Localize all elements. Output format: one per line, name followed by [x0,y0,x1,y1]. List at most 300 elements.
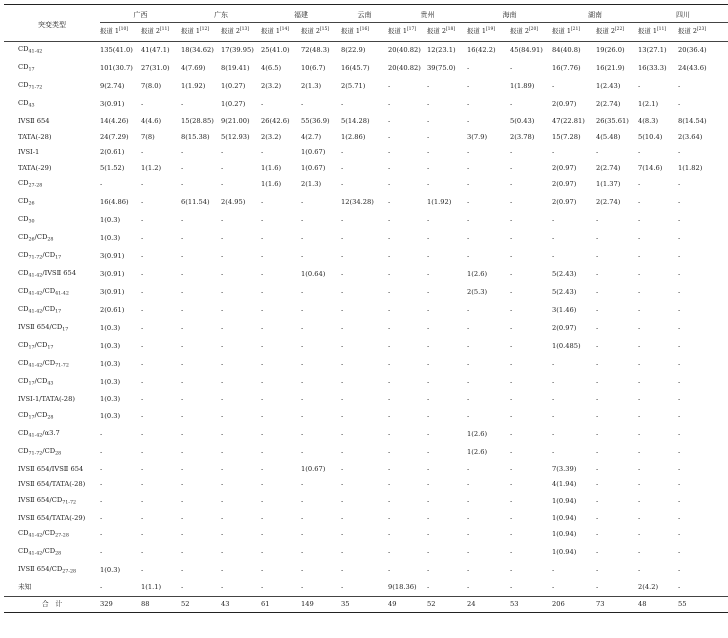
value-cell: 1(0.3) [100,234,121,243]
value-cell: - [261,378,264,387]
value-cell: - [221,496,224,505]
mutation-type-cell: $CD_{17}/CD_{17}$ [18,341,54,351]
value-cell: - [261,411,264,420]
value-cell: - [100,496,103,505]
value-cell: - [261,447,264,456]
value-cell: - [301,216,304,225]
value-cell: - [221,464,224,473]
table-row [4,145,728,161]
value-cell: - [427,360,430,369]
table-row [4,161,728,177]
value-cell: - [301,342,304,351]
value-cell: 1(2.6) [467,429,488,438]
value-cell: - [510,252,513,261]
value-cell: - [678,198,681,207]
value-cell: - [678,148,681,156]
mutation-type-cell: IVSⅡ 654 [18,117,50,125]
value-cell: - [678,378,681,387]
value-cell: - [261,360,264,369]
value-cell: - [638,513,641,522]
value-cell: - [301,530,304,539]
value-cell: - [181,411,184,420]
value-cell: - [221,342,224,351]
report-column-header: 报道 1[12] [181,23,221,42]
value-cell: 3(1.46) [552,306,577,315]
table-row [4,526,728,544]
value-cell: 1(0.64) [301,270,326,279]
value-cell: - [552,411,555,420]
value-cell: - [221,378,224,387]
value-cell: 1(1.6) [261,180,282,189]
value-cell: 4(5.48) [596,132,621,141]
value-cell: - [510,270,513,279]
value-cell: - [596,216,599,225]
value-cell: - [261,198,264,207]
value-cell: - [638,216,641,225]
value-cell: - [510,530,513,539]
value-cell: - [341,306,344,315]
value-cell: - [427,378,430,387]
table-row [4,114,728,130]
value-cell: 4(7.69) [181,64,206,73]
value-cell: - [181,360,184,369]
value-cell: - [388,548,391,557]
value-cell: - [388,324,391,333]
value-cell: - [427,496,430,505]
value-cell: - [141,447,144,456]
mutation-type-cell: $CD_{27-28}$ [18,179,43,189]
value-cell: 2(0.97) [552,180,577,189]
value-cell: 1(0.67) [301,464,326,473]
value-cell: - [427,180,430,189]
value-cell: - [181,395,184,403]
value-cell: - [552,378,555,387]
value-cell: - [261,566,264,575]
mutation-type-cell: $CD_{17}/CD_{28}$ [18,410,54,420]
value-cell: 16(4.86) [100,198,129,207]
table-body [4,42,728,613]
value-cell: - [301,583,304,591]
value-cell: - [341,270,344,279]
total-value-cell: 35 [341,596,388,613]
value-cell: 2(4.2) [638,583,659,591]
value-cell: - [341,583,344,591]
value-cell: - [510,324,513,333]
value-cell: - [596,566,599,575]
value-cell: 6(11.54) [181,198,210,207]
value-cell: - [100,447,103,456]
value-cell: 2(2.74) [596,100,621,109]
mutation-type-cell: $CD_{41-42}/CD_{71-72}$ [18,359,69,369]
value-cell: 8(19.41) [221,64,250,73]
value-cell: - [467,530,470,539]
value-cell: - [301,252,304,261]
value-cell: 101(30.7) [100,64,133,73]
value-cell: - [467,496,470,505]
value-cell: 9(18.36) [388,583,417,591]
value-cell: - [510,360,513,369]
value-cell: - [141,100,144,109]
value-cell: - [388,378,391,387]
value-cell: - [427,100,430,109]
value-cell: - [388,360,391,369]
value-cell: - [141,395,144,403]
table-row [4,356,728,374]
mutation-type-cell: $CD_{71-72}/CD_{17}$ [18,251,62,261]
value-cell: - [221,429,224,438]
province-header: 福建 [261,5,341,23]
total-value-cell: 206 [552,596,596,613]
value-cell: - [678,411,681,420]
value-cell: - [388,132,391,141]
table-row [4,580,728,596]
mutation-type-cell: $CD_{43}$ [18,99,35,109]
value-cell: - [596,464,599,473]
mutation-type-cell: 未知 [18,583,32,591]
value-cell: - [638,530,641,539]
table-row [4,302,728,320]
value-cell: - [141,270,144,279]
value-cell: - [141,411,144,420]
value-cell: - [638,548,641,557]
value-cell: - [467,163,470,172]
total-value-cell: 43 [221,596,261,613]
value-cell: - [388,513,391,522]
value-cell: - [141,216,144,225]
value-cell: - [427,342,430,351]
mutation-type-cell: IVSⅡ 654/IVSⅡ 654 [18,464,84,473]
value-cell: - [596,395,599,403]
value-cell: - [388,270,391,279]
value-cell: 17(39.95) [221,46,254,55]
value-cell: - [467,148,470,156]
value-cell: - [341,566,344,575]
value-cell: - [596,548,599,557]
value-cell: - [141,548,144,557]
value-cell: 19(26.0) [596,46,625,55]
mutation-type-cell: IVSⅠ-1/TATA(-28) [18,395,75,403]
value-cell: 26(42.6) [261,117,290,125]
value-cell: 25(41.0) [261,46,290,55]
value-cell: - [141,496,144,505]
value-cell: - [388,82,391,91]
value-cell: - [678,234,681,243]
value-cell: 1(0.94) [552,496,577,505]
value-cell: 24(7.29) [100,132,129,141]
mutation-type-cell: TATA(-28) [18,132,52,141]
value-cell: - [552,447,555,456]
value-cell: 9(21.00) [221,117,250,125]
value-cell: 1(1.37) [596,180,621,189]
value-cell: 8(14.54) [678,117,707,125]
value-cell: 4(8.3) [638,117,659,125]
table-row [4,42,728,61]
value-cell: 3(0.91) [100,270,125,279]
report-column-header: 报道 1[10] [100,23,141,42]
value-cell: - [181,342,184,351]
value-cell: - [221,447,224,456]
value-cell: 7(8) [141,132,155,141]
value-cell: - [221,234,224,243]
value-cell: 2(0.61) [100,148,125,156]
table-row [4,444,728,462]
report-column-header: 报道 2[20] [510,23,552,42]
table-row [4,426,728,444]
value-cell: - [301,429,304,438]
value-cell: - [638,234,641,243]
value-cell: 1(0.3) [100,324,121,333]
table-row [4,562,728,580]
value-cell: 1(1.89) [510,82,535,91]
value-cell: 13(27.1) [638,46,667,55]
value-cell: - [678,548,681,557]
value-cell: 4(1.94) [552,480,577,488]
value-cell: - [388,288,391,297]
value-cell: 5(10.4) [638,132,663,141]
value-cell: 84(40.8) [552,46,581,55]
value-cell: - [341,216,344,225]
value-cell: - [221,513,224,522]
value-cell: 2(0.97) [552,163,577,172]
value-cell: - [341,378,344,387]
value-cell: - [467,82,470,91]
value-cell: 1(0.3) [100,360,121,369]
value-cell: - [388,530,391,539]
value-cell: - [596,324,599,333]
report-column-header: 报道 1[11] [638,23,678,42]
value-cell: - [221,530,224,539]
value-cell: 1(1.6) [261,163,282,172]
value-cell: 1(2.6) [467,447,488,456]
value-cell: - [141,530,144,539]
value-cell: 5(1.52) [100,163,125,172]
value-cell: - [596,513,599,522]
value-cell: 1(0.3) [100,216,121,225]
value-cell: - [221,180,224,189]
value-cell: - [678,288,681,297]
value-cell: 5(2.43) [552,270,577,279]
total-row [4,596,728,613]
value-cell: - [596,411,599,420]
value-cell: - [181,288,184,297]
value-cell: - [678,480,681,488]
value-cell: - [467,378,470,387]
value-cell: - [221,148,224,156]
value-cell: - [301,360,304,369]
report-column-header: 报道 2[13] [221,23,261,42]
mutation-type-cell: IVSⅠ-1 [18,148,40,156]
value-cell: - [221,270,224,279]
value-cell: 1(0.3) [100,378,121,387]
value-cell: - [638,270,641,279]
total-value-cell: 48 [638,596,678,613]
value-cell: - [341,100,344,109]
total-value-cell: 24 [467,596,510,613]
value-cell: - [301,447,304,456]
value-cell: - [181,566,184,575]
value-cell: - [638,464,641,473]
value-cell: - [301,548,304,557]
value-cell: - [427,148,430,156]
report-column-header: 报道 2[23] [678,23,728,42]
table-row [4,230,728,248]
value-cell: - [301,378,304,387]
value-cell: 1(2.1) [638,100,659,109]
value-cell: 24(43.6) [678,64,707,73]
report-column-header: 报道 2[11] [141,23,181,42]
value-cell: - [261,496,264,505]
value-cell: 1(0.3) [100,342,121,351]
value-cell: - [596,306,599,315]
table-row [4,320,728,338]
mutation-type-cell: $CD_{71-72}$ [18,81,43,91]
value-cell: - [510,566,513,575]
value-cell: - [341,480,344,488]
value-cell: 3(0.91) [100,100,125,109]
value-cell: - [100,583,103,591]
total-value-cell: 329 [100,596,141,613]
value-cell: - [510,395,513,403]
value-cell: - [678,216,681,225]
mutation-type-cell: $CD_{41-42}/CD_{41-42}$ [18,287,69,297]
value-cell: - [261,148,264,156]
value-cell: 8(22.9) [341,46,366,55]
value-cell: 16(21.9) [596,64,625,73]
value-cell: - [301,496,304,505]
value-cell: - [427,132,430,141]
value-cell: - [427,306,430,315]
value-cell: - [510,288,513,297]
total-value-cell: 73 [596,596,638,613]
table-row [4,96,728,114]
value-cell: - [638,566,641,575]
value-cell: - [261,548,264,557]
value-cell: - [341,513,344,522]
report-column-header: 报道 1[17] [388,23,427,42]
mutation-type-cell: IVSⅡ 654/TATA(-28) [18,480,86,488]
value-cell: 1(2.86) [341,132,366,141]
value-cell: - [552,252,555,261]
value-cell: - [181,496,184,505]
value-cell: 16(33.3) [638,64,667,73]
value-cell: 10(6.7) [301,64,326,73]
value-cell: - [638,252,641,261]
value-cell: - [141,324,144,333]
value-cell: - [427,411,430,420]
value-cell: - [221,411,224,420]
value-cell: - [341,429,344,438]
value-cell: 2(3.2) [261,82,282,91]
value-cell: - [427,447,430,456]
value-cell: 1(0.3) [100,411,121,420]
province-header: 湖南 [552,5,638,23]
value-cell: 2(5.71) [341,82,366,91]
value-cell: 18(34.62) [181,46,214,55]
value-cell: - [427,583,430,591]
value-cell: - [467,395,470,403]
total-value-cell: 52 [427,596,467,613]
value-cell: - [427,82,430,91]
value-cell: - [638,395,641,403]
value-cell: - [510,342,513,351]
value-cell: 3(0.91) [100,252,125,261]
value-cell: - [427,429,430,438]
value-cell: - [261,306,264,315]
value-cell: - [388,395,391,403]
value-cell: - [221,163,224,172]
value-cell: 2(3.78) [510,132,535,141]
value-cell: - [510,198,513,207]
value-cell: - [261,513,264,522]
value-cell: - [596,480,599,488]
total-label: 合 计 [4,596,100,613]
value-cell: - [388,180,391,189]
total-value-cell: 55 [678,596,728,613]
value-cell: 2(0.97) [552,324,577,333]
table-row [4,212,728,230]
value-cell: - [141,360,144,369]
value-cell: - [678,252,681,261]
value-cell: - [510,411,513,420]
value-cell: - [388,252,391,261]
value-cell: - [552,566,555,575]
value-cell: - [552,360,555,369]
table-row [4,194,728,212]
province-header: 四川 [638,5,728,23]
value-cell: - [467,411,470,420]
value-cell: - [141,464,144,473]
value-cell: - [181,324,184,333]
value-cell: - [678,464,681,473]
value-cell: - [596,342,599,351]
value-cell: - [678,395,681,403]
value-cell: - [678,82,681,91]
value-cell: - [341,395,344,403]
value-cell: - [141,180,144,189]
report-header-row [4,23,728,42]
mutation-type-cell: $CD_{41-42}/CD_{28}$ [18,547,62,557]
value-cell: - [467,306,470,315]
report-column-header: 报道 1[21] [552,23,596,42]
value-cell: - [221,360,224,369]
value-cell: 7(14.6) [638,163,663,172]
value-cell: - [100,513,103,522]
value-cell: - [341,148,344,156]
value-cell: 1(2.43) [596,82,621,91]
value-cell: - [141,513,144,522]
mutation-type-cell: $CD_{41-42}/CD_{17}$ [18,305,62,315]
value-cell: - [141,234,144,243]
value-cell: - [341,411,344,420]
value-cell: - [638,429,641,438]
mutation-type-cell: $CD_{71-72}/CD_{28}$ [18,446,62,456]
value-cell: - [596,378,599,387]
value-cell: - [341,342,344,351]
value-cell: - [341,252,344,261]
value-cell: - [510,216,513,225]
value-cell: - [388,117,391,125]
value-cell: - [141,429,144,438]
table-row [4,493,728,511]
value-cell: - [141,198,144,207]
value-cell: - [301,324,304,333]
total-value-cell: 52 [181,596,221,613]
value-cell: - [552,583,555,591]
value-cell: - [261,342,264,351]
value-cell: - [638,360,641,369]
value-cell: - [427,464,430,473]
value-cell: - [181,530,184,539]
